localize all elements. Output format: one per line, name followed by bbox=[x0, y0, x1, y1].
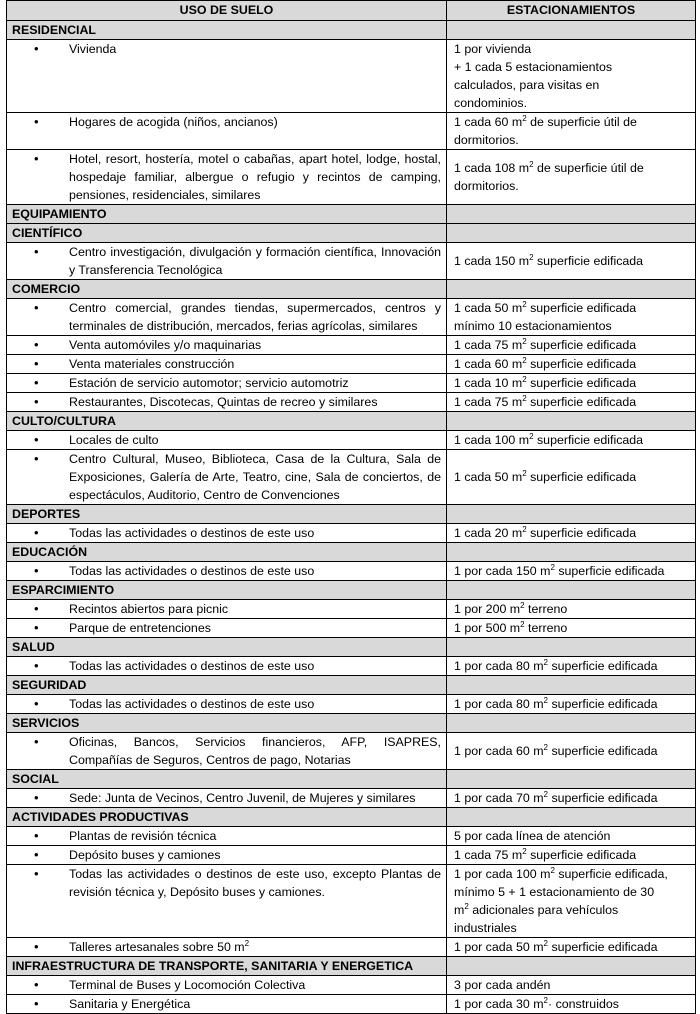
land-use-cell bbox=[7, 695, 447, 714]
section-label: RESIDENCIAL bbox=[7, 21, 447, 40]
land-use-text: Sanitaria y Energética bbox=[69, 997, 191, 1011]
parking-value-line: dormitorios. bbox=[454, 179, 519, 193]
parking-value-line: 1 por cada 80 $m^2$ superficie edificada bbox=[454, 657, 658, 673]
table-row bbox=[7, 113, 696, 150]
land-use-text: Parque de entretenciones bbox=[69, 621, 211, 635]
land-use-text: Hogares de acogida (niños, ancianos) bbox=[69, 115, 278, 129]
bullet-icon: • bbox=[34, 996, 39, 1011]
section-row bbox=[7, 638, 696, 657]
table-row bbox=[7, 393, 696, 412]
parking-value-line: 1 por cada 80 $m^2$ superficie edificada bbox=[454, 695, 658, 711]
land-use-cell bbox=[7, 600, 447, 619]
land-use-text: Todas las actividades o destinos de este uso bbox=[69, 659, 315, 673]
bullet-icon: • bbox=[34, 601, 39, 616]
section-label: SERVICIOS bbox=[7, 714, 447, 733]
bullet-icon: • bbox=[34, 432, 39, 447]
parking-value-line: industriales bbox=[454, 921, 517, 935]
section-label: SOCIAL bbox=[7, 770, 447, 789]
parking-value-cell bbox=[447, 976, 696, 995]
table-row bbox=[7, 355, 696, 374]
land-use-cell bbox=[7, 976, 447, 995]
table-row bbox=[7, 733, 696, 770]
section-empty-cell bbox=[447, 505, 696, 524]
parking-value-line: 1 cada 100 $m^2$ superficie edificada bbox=[454, 431, 644, 447]
land-use-text: Todas las actividades o destinos de este uso bbox=[69, 526, 315, 540]
parking-value-cell bbox=[447, 695, 696, 714]
section-empty-cell bbox=[447, 280, 696, 299]
table-row bbox=[7, 938, 696, 957]
land-use-text: Estación de servicio automotor; servicio automotriz bbox=[69, 376, 349, 390]
parking-value-cell bbox=[447, 393, 696, 412]
parking-value-line: 1 por cada 50 $m^2$ superficie edificada bbox=[454, 938, 658, 954]
bullet-icon: • bbox=[34, 244, 39, 259]
parking-value-cell bbox=[447, 374, 696, 393]
section-row bbox=[7, 957, 696, 976]
land-use-text: Venta materiales construcción bbox=[69, 357, 235, 371]
section-row bbox=[7, 770, 696, 789]
parking-value-cell bbox=[447, 450, 696, 505]
bullet-icon: • bbox=[34, 734, 39, 749]
parking-value-line: + 1 cada 5 estacionamientos bbox=[454, 60, 613, 74]
parking-value-cell bbox=[447, 846, 696, 865]
section-empty-cell bbox=[447, 957, 696, 976]
section-label: DEPORTES bbox=[7, 505, 447, 524]
table-row bbox=[7, 374, 696, 393]
land-use-cell bbox=[7, 299, 447, 336]
land-use-text: Centro comercial, grandes tiendas, supermercados, centros y terminales de distribución, mercados, ferias agrícolas, similares bbox=[69, 301, 441, 333]
table-row bbox=[7, 976, 696, 995]
parking-value-cell bbox=[447, 865, 696, 938]
table-row bbox=[7, 562, 696, 581]
land-use-text: Todas las actividades o destinos de este uso bbox=[69, 564, 315, 578]
land-use-cell bbox=[7, 733, 447, 770]
parking-value-line: 1 por cada 30 $m^2\cdot$ construidos bbox=[454, 995, 619, 1011]
land-use-cell bbox=[7, 336, 447, 355]
table-row bbox=[7, 299, 696, 336]
bullet-icon: • bbox=[34, 563, 39, 578]
section-row bbox=[7, 21, 696, 40]
land-use-text: Hotel, resort, hostería, motel o cabañas, apart hotel, lodge, hostal, hospedaje familiar, albergue o refugio y recintos de camping, pensiones, residenciales, similares bbox=[69, 152, 441, 202]
section-empty-cell bbox=[447, 714, 696, 733]
section-row bbox=[7, 676, 696, 695]
parking-value-line: calculados, para visitas en bbox=[454, 78, 600, 92]
land-use-text: Locales de culto bbox=[69, 433, 159, 447]
table-row bbox=[7, 450, 696, 505]
bullet-icon: • bbox=[34, 658, 39, 673]
table-row bbox=[7, 600, 696, 619]
table-row bbox=[7, 431, 696, 450]
parking-value-cell bbox=[447, 600, 696, 619]
table-row bbox=[7, 619, 696, 638]
section-label: SEGURIDAD bbox=[7, 676, 447, 695]
bullet-icon: • bbox=[34, 337, 39, 352]
bullet-icon: • bbox=[34, 696, 39, 711]
parking-value-line: 1 cada 75 $m^2$ superficie edificada bbox=[454, 393, 637, 409]
parking-value-line: 3 por cada andén bbox=[454, 978, 551, 992]
section-empty-cell bbox=[447, 412, 696, 431]
parking-value-line: 1 por cada 100 $m^2$ superficie edificada, bbox=[454, 865, 668, 881]
parking-value-cell bbox=[447, 619, 696, 638]
parking-requirements-table bbox=[6, 0, 696, 1014]
parking-value-line: mínimo 10 estacionamientos bbox=[454, 319, 612, 333]
land-use-text: Depósito buses y camiones bbox=[69, 848, 221, 862]
land-use-cell bbox=[7, 393, 447, 412]
parking-value-cell bbox=[447, 336, 696, 355]
table-row bbox=[7, 846, 696, 865]
section-label: ESPARCIMIENTO bbox=[7, 581, 447, 600]
parking-value-line: 1 cada 60 $m^2$ superficie edificada bbox=[454, 355, 637, 371]
land-use-text: Terminal de Buses y Locomoción Colectiva bbox=[69, 978, 306, 992]
section-empty-cell bbox=[447, 21, 696, 40]
parking-value-cell bbox=[447, 299, 696, 336]
parking-value-line: $m^2$ adicionales para vehículos bbox=[454, 901, 619, 917]
parking-value-line: condominios. bbox=[454, 96, 528, 110]
parking-value-cell bbox=[447, 150, 696, 205]
parking-value-cell bbox=[447, 243, 696, 280]
land-use-text: Vivienda bbox=[69, 42, 117, 56]
section-row bbox=[7, 505, 696, 524]
bullet-icon: • bbox=[34, 828, 39, 843]
section-label: COMERCIO bbox=[7, 280, 447, 299]
bullet-icon: • bbox=[34, 977, 39, 992]
section-row bbox=[7, 412, 696, 431]
bullet-icon: • bbox=[34, 114, 39, 129]
table-header-row bbox=[7, 1, 696, 21]
parking-value-cell bbox=[447, 524, 696, 543]
land-use-cell bbox=[7, 657, 447, 676]
section-empty-cell bbox=[447, 543, 696, 562]
bullet-icon: • bbox=[34, 790, 39, 805]
parking-value-line: 1 por cada 150 $m^2$ superficie edificada bbox=[454, 562, 665, 578]
parking-value-line: 5 por cada línea de atención bbox=[454, 829, 611, 843]
section-label: INFRAESTRUCTURA DE TRANSPORTE, SANITARIA Y ENERGETICA bbox=[7, 957, 447, 976]
table-row bbox=[7, 336, 696, 355]
land-use-cell bbox=[7, 619, 447, 638]
land-use-cell bbox=[7, 846, 447, 865]
parking-value-line: 1 cada 75 $m^2$ superficie edificada bbox=[454, 336, 637, 352]
bullet-icon: • bbox=[34, 375, 39, 390]
land-use-cell bbox=[7, 827, 447, 846]
parking-value-cell bbox=[447, 657, 696, 676]
parking-value-line: 1 cada 108 $m^2$ de superficie útil de bbox=[454, 159, 644, 175]
land-use-cell bbox=[7, 562, 447, 581]
land-use-text: Sede: Junta de Vecinos, Centro Juvenil, de Mujeres y similares bbox=[69, 791, 416, 805]
table-row bbox=[7, 657, 696, 676]
parking-value-cell bbox=[447, 827, 696, 846]
land-use-text: Todas las actividades o destinos de este uso, excepto Plantas de revisión técnica y, Depósito buses y camiones. bbox=[69, 867, 441, 899]
bullet-icon: • bbox=[34, 939, 39, 954]
section-row bbox=[7, 280, 696, 299]
parking-value-line: 1 por vivienda bbox=[454, 42, 532, 56]
land-use-text: Restaurantes, Discotecas, Quintas de recreo y similares bbox=[69, 395, 378, 409]
parking-value-line: 1 cada 50 $m^2$ superficie edificada bbox=[454, 299, 637, 315]
land-use-cell bbox=[7, 938, 447, 957]
section-empty-cell bbox=[447, 581, 696, 600]
land-use-cell bbox=[7, 113, 447, 150]
parking-value-line: 1 por cada 70 $m^2$ superficie edificada bbox=[454, 789, 658, 805]
bullet-icon: • bbox=[34, 525, 39, 540]
section-label: EDUCACIÓN bbox=[7, 543, 447, 562]
section-label: EQUIPAMIENTO bbox=[7, 205, 447, 224]
parking-value-line: 1 cada 10 $m^2$ superficie edificada bbox=[454, 374, 637, 390]
section-row bbox=[7, 714, 696, 733]
land-use-cell bbox=[7, 243, 447, 280]
bullet-icon: • bbox=[34, 866, 39, 881]
section-empty-cell bbox=[447, 676, 696, 695]
land-use-text: Venta automóviles y/o maquinarias bbox=[69, 338, 262, 352]
bullet-icon: • bbox=[34, 394, 39, 409]
parking-value-line: 1 por 500 $m^2$ terreno bbox=[454, 619, 568, 635]
parking-value-line: 1 cada 20 $m^2$ superficie edificada bbox=[454, 524, 637, 540]
section-label: CIENTÍFICO bbox=[7, 224, 447, 243]
section-label: CULTO/CULTURA bbox=[7, 412, 447, 431]
land-use-cell bbox=[7, 374, 447, 393]
land-use-text: Centro Cultural, Museo, Biblioteca, Casa de la Cultura, Sala de Exposiciones, Galería de Arte, Teatro, cine, Sala de conciertos, de espectáculos, Auditorio, Centro de Convenciones bbox=[69, 452, 441, 502]
land-use-text: Plantas de revisión técnica bbox=[69, 829, 217, 843]
section-label: SALUD bbox=[7, 638, 447, 657]
parking-value-cell bbox=[447, 733, 696, 770]
land-use-cell bbox=[7, 789, 447, 808]
parking-value-cell bbox=[447, 562, 696, 581]
parking-value-line: 1 cada 150 $m^2$ superficie edificada bbox=[454, 252, 644, 268]
section-empty-cell bbox=[447, 808, 696, 827]
table-row bbox=[7, 150, 696, 205]
parking-value-line: 1 cada 75 $m^2$ superficie edificada bbox=[454, 846, 637, 862]
parking-value-line: 1 cada 60 $m^2$ de superficie útil de bbox=[454, 113, 637, 129]
section-row bbox=[7, 205, 696, 224]
parking-value-cell bbox=[447, 40, 696, 113]
parking-value-cell bbox=[447, 789, 696, 808]
parking-value-cell bbox=[447, 355, 696, 374]
parking-value-cell bbox=[447, 113, 696, 150]
section-empty-cell bbox=[447, 770, 696, 789]
bullet-icon: • bbox=[34, 356, 39, 371]
bullet-icon: • bbox=[34, 451, 39, 466]
land-use-cell bbox=[7, 865, 447, 938]
land-use-text: Centro investigación, divulgación y formación científica, Innovación y Transferencia Tecnológica bbox=[69, 245, 441, 277]
section-row bbox=[7, 581, 696, 600]
table-row bbox=[7, 524, 696, 543]
parking-value-line: mínimo 5 + 1 estacionamiento de 30 bbox=[454, 885, 655, 899]
land-use-cell bbox=[7, 524, 447, 543]
parking-value-line: 1 por 200 $m^2$ terreno bbox=[454, 600, 568, 616]
land-use-cell bbox=[7, 40, 447, 113]
column-header-estacionamientos: ESTACIONAMIENTOS bbox=[447, 1, 696, 21]
land-use-cell bbox=[7, 150, 447, 205]
parking-value-line: dormitorios. bbox=[454, 133, 519, 147]
land-use-cell bbox=[7, 450, 447, 505]
table-row bbox=[7, 865, 696, 938]
parking-value-line: 1 por cada 60 $m^2$ superficie edificada bbox=[454, 742, 658, 758]
bullet-icon: • bbox=[34, 41, 39, 56]
table-row bbox=[7, 995, 696, 1014]
section-row bbox=[7, 808, 696, 827]
section-row bbox=[7, 543, 696, 562]
land-use-cell bbox=[7, 995, 447, 1014]
bullet-icon: • bbox=[34, 847, 39, 862]
section-empty-cell bbox=[447, 205, 696, 224]
bullet-icon: • bbox=[34, 620, 39, 635]
section-label: ACTIVIDADES PRODUCTIVAS bbox=[7, 808, 447, 827]
land-use-cell bbox=[7, 431, 447, 450]
land-use-text: Todas las actividades o destinos de este uso bbox=[69, 697, 315, 711]
table-row bbox=[7, 40, 696, 113]
parking-value-line: 1 cada 50 $m^2$ superficie edificada bbox=[454, 468, 637, 484]
table-row bbox=[7, 827, 696, 846]
bullet-icon: • bbox=[34, 151, 39, 166]
parking-value-cell bbox=[447, 995, 696, 1014]
table-body bbox=[7, 21, 696, 1014]
section-empty-cell bbox=[447, 224, 696, 243]
parking-value-cell bbox=[447, 938, 696, 957]
section-empty-cell bbox=[447, 638, 696, 657]
column-header-uso-de-suelo: USO DE SUELO bbox=[7, 1, 447, 21]
table-row bbox=[7, 695, 696, 714]
section-row bbox=[7, 224, 696, 243]
parking-value-cell bbox=[447, 431, 696, 450]
table-row bbox=[7, 243, 696, 280]
bullet-icon: • bbox=[34, 300, 39, 315]
land-use-text: Oficinas, Bancos, Servicios financieros, AFP, ISAPRES, Compañías de Seguros, Centros de pago, Notarias bbox=[69, 735, 441, 767]
land-use-text: Talleres artesanales sobre 50 $m^2$ bbox=[69, 938, 250, 954]
land-use-text: Recintos abiertos para picnic bbox=[69, 602, 229, 616]
table-row bbox=[7, 789, 696, 808]
land-use-cell bbox=[7, 355, 447, 374]
